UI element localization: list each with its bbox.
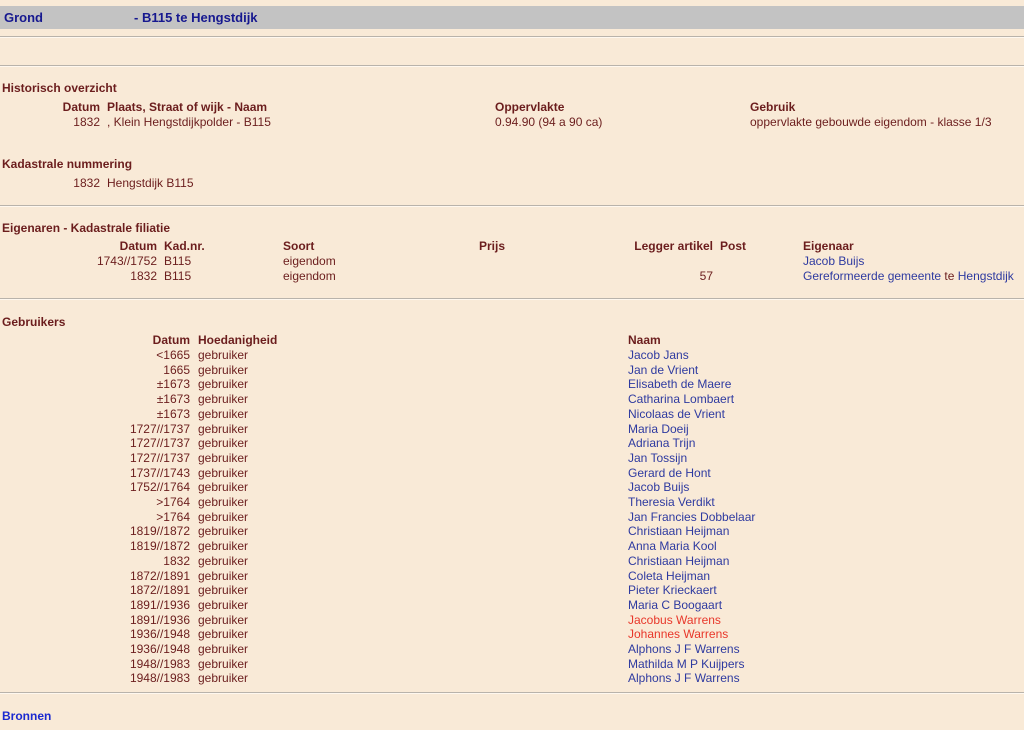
gebruiker-hoedanigheid: gebruiker [198,450,249,465]
gebruiker-naam-link[interactable]: Theresia Verdikt [628,495,715,509]
eigenaar-link[interactable]: Gereformeerde gemeente [803,269,942,283]
table-row [0,451,1024,466]
divider [0,36,1024,38]
section-bronnen-heading[interactable]: Bronnen [2,709,52,723]
table-row [0,583,1024,598]
gebruiker-naam-link[interactable]: Adriana Trijn [628,436,696,451]
divider [0,298,1024,300]
table-row [0,671,1024,686]
table-row [0,510,1024,525]
page-title: - B115 te Hengstdijk [134,10,258,25]
col-gebruik-header: Gebruik [750,100,796,114]
section-eigenaren-heading: Eigenaren - Kadastrale filiatie [2,221,171,235]
gebruiker-naam-link[interactable]: Pieter Krieckaert [628,583,717,598]
eigenaren-kadnr: B115 [164,254,192,268]
gebruiker-naam-link[interactable]: Coleta Heijman [628,568,711,583]
gebruiker-hoedanigheid: gebruiker [198,583,249,598]
gebruiker-naam-link[interactable]: Mathilda M P Kuijpers [628,656,745,671]
col-datum-header: Datum [152,333,190,347]
gebruiker-hoedanigheid: gebruiker [198,509,249,524]
gebruiker-hoedanigheid: gebruiker [198,597,249,612]
divider [0,205,1024,207]
gebruiker-naam-link[interactable]: Johannes Warrens [628,627,729,642]
gebruiker-naam-link[interactable]: Christiaan Heijman [628,524,730,539]
gebruiker-datum: >1764 [156,509,190,524]
gebruiker-hoedanigheid: gebruiker [198,656,249,671]
gebruiker-naam-link[interactable]: Jan Tossijn [628,450,688,465]
historisch-oppervlakte: 0.94.90 (94 a 90 ca) [495,115,603,129]
gebruiker-hoedanigheid: gebruiker [198,362,249,377]
table-row [0,407,1024,422]
kadastrale-naam: Hengstdijk B115 [107,176,194,190]
table-row [0,363,1024,378]
eigenaren-datum: 1743//1752 [96,254,157,268]
divider [0,692,1024,694]
gebruiker-datum: 1819//1872 [129,539,190,554]
gebruiker-naam-link[interactable]: Maria Doeij [628,421,689,436]
col-plaats-header: Plaats, Straat of wijk - Naam [107,100,268,114]
gebruiker-hoedanigheid: gebruiker [198,642,249,656]
col-oppervlakte-header: Oppervlakte [495,100,565,114]
gebruiker-hoedanigheid: gebruiker [198,495,249,509]
gebruiker-datum: 1727//1737 [129,450,190,465]
section-kadastrale-heading: Kadastrale nummering [2,157,133,171]
gebruiker-hoedanigheid: gebruiker [198,421,249,436]
table-row [0,466,1024,481]
table-row [0,436,1024,451]
gebruiker-hoedanigheid: gebruiker [198,348,249,362]
eigenaren-soort: eigendom [283,254,336,268]
gebruiker-datum: 1727//1737 [129,436,190,451]
section-gebruikers-heading: Gebruikers [2,315,66,329]
table-row [0,539,1024,554]
gebruiker-naam-link[interactable]: Elisabeth de Maere [628,377,732,392]
gebruiker-hoedanigheid: gebruiker [198,480,249,495]
gebruiker-datum: 1936//1948 [129,627,190,642]
eigenaren-kadnr: B115 [164,269,192,283]
gebruiker-datum: ±1673 [156,377,190,392]
col-datum-header: Datum [119,239,157,253]
gebruiker-datum: 1948//1983 [129,656,190,671]
gebruiker-naam-link[interactable]: Christiaan Heijman [628,553,730,568]
gebruiker-hoedanigheid: gebruiker [198,377,249,392]
eigenaar-plaats-link[interactable]: Hengstdijk [957,269,1014,283]
gebruiker-datum: <1665 [156,348,190,362]
gebruiker-naam-link[interactable]: Jan de Vrient [628,362,699,377]
eigenaren-datum: 1832 [130,269,157,283]
gebruiker-hoedanigheid: gebruiker [198,612,249,627]
section-historisch-heading: Historisch overzicht [2,81,117,95]
col-prijs-header: Prijs [479,239,506,253]
gebruiker-naam-link[interactable]: Anna Maria Kool [628,539,717,554]
table-row [0,613,1024,628]
gebruiker-hoedanigheid: gebruiker [198,524,249,539]
gebruiker-naam-link[interactable]: Jacob Jans [628,348,689,362]
col-legger-header: Legger artikel [634,239,713,253]
historisch-plaats: , Klein Hengstdijkpolder - B115 [107,115,271,129]
title-bar [0,6,1024,29]
gebruiker-datum: 1936//1948 [129,642,190,656]
table-row [0,642,1024,657]
gebruiker-datum: 1891//1936 [129,612,190,627]
gebruiker-datum: >1764 [156,495,190,509]
col-naam-header: Naam [628,333,661,347]
historisch-datum: 1832 [73,115,100,129]
table-row [0,422,1024,437]
table-row [0,495,1024,510]
gebruiker-hoedanigheid: gebruiker [198,627,249,642]
gebruiker-hoedanigheid: gebruiker [198,539,249,554]
table-row [0,657,1024,672]
col-post-header: Post [720,239,747,253]
gebruiker-hoedanigheid: gebruiker [198,568,249,583]
eigenaar-connector: te [941,269,958,283]
gebruiker-naam-link[interactable]: Nicolaas de Vrient [628,406,725,421]
gebruiker-datum: 1832 [163,553,190,568]
gebruiker-datum: 1872//1891 [129,583,190,598]
gebruiker-naam-link[interactable]: Jacobus Warrens [628,612,721,627]
gebruiker-naam-link[interactable]: Gerard de Hont [628,465,711,480]
gebruiker-hoedanigheid: gebruiker [198,671,249,686]
gebruiker-naam-link[interactable]: Alphons J F Warrens [628,671,740,686]
table-row [0,377,1024,392]
gebruiker-hoedanigheid: gebruiker [198,436,249,451]
eigenaar-link[interactable]: Jacob Buijs [803,254,865,268]
table-row [0,348,1024,363]
gebruiker-naam-link[interactable]: Jacob Buijs [628,480,690,495]
gebruiker-datum: ±1673 [156,392,190,407]
gebruiker-datum: 1727//1737 [129,421,190,436]
gebruiker-hoedanigheid: gebruiker [198,406,249,421]
eigenaren-soort: eigendom [283,269,336,283]
col-datum-header: Datum [62,100,100,114]
gebruiker-datum: 1665 [163,362,190,377]
gebruiker-datum: ±1673 [156,406,190,421]
gebruiker-hoedanigheid: gebruiker [198,465,249,480]
gebruiker-naam-link[interactable]: Catharina Lombaert [628,392,735,407]
col-soort-header: Soort [283,239,315,253]
col-hoedanigheid-header: Hoedanigheid [198,333,278,347]
table-row [0,627,1024,642]
historisch-gebruik: oppervlakte gebouwde eigendom - klasse 1/3 [750,115,992,129]
gebruiker-hoedanigheid: gebruiker [198,553,249,568]
gebruiker-datum: 1948//1983 [129,671,190,686]
gebruiker-datum: 1819//1872 [129,524,190,539]
gebruiker-datum: 1891//1936 [129,597,190,612]
gebruiker-naam-link[interactable]: Jan Francies Dobbelaar [628,509,756,524]
table-row [0,392,1024,407]
gebruiker-datum: 1872//1891 [129,568,190,583]
table-row [0,569,1024,584]
gebruiker-datum: 1752//1764 [129,480,190,495]
divider [0,65,1024,67]
kadastrale-datum: 1832 [73,176,100,190]
gebruiker-hoedanigheid: gebruiker [198,392,249,407]
col-kadnr-header: Kad.nr. [164,239,205,253]
table-row [0,524,1024,539]
eigenaren-legger: 57 [699,269,713,283]
table-row [0,480,1024,495]
table-row [0,554,1024,569]
gebruiker-naam-link[interactable]: Alphons J F Warrens [628,642,740,656]
gebruiker-datum: 1737//1743 [129,465,190,480]
table-row [0,598,1024,613]
eigenaar-cell [803,269,1014,283]
category-label: Grond [4,10,43,25]
col-eigenaar-header: Eigenaar [803,239,854,253]
gebruiker-naam-link[interactable]: Maria C Boogaart [628,597,723,612]
